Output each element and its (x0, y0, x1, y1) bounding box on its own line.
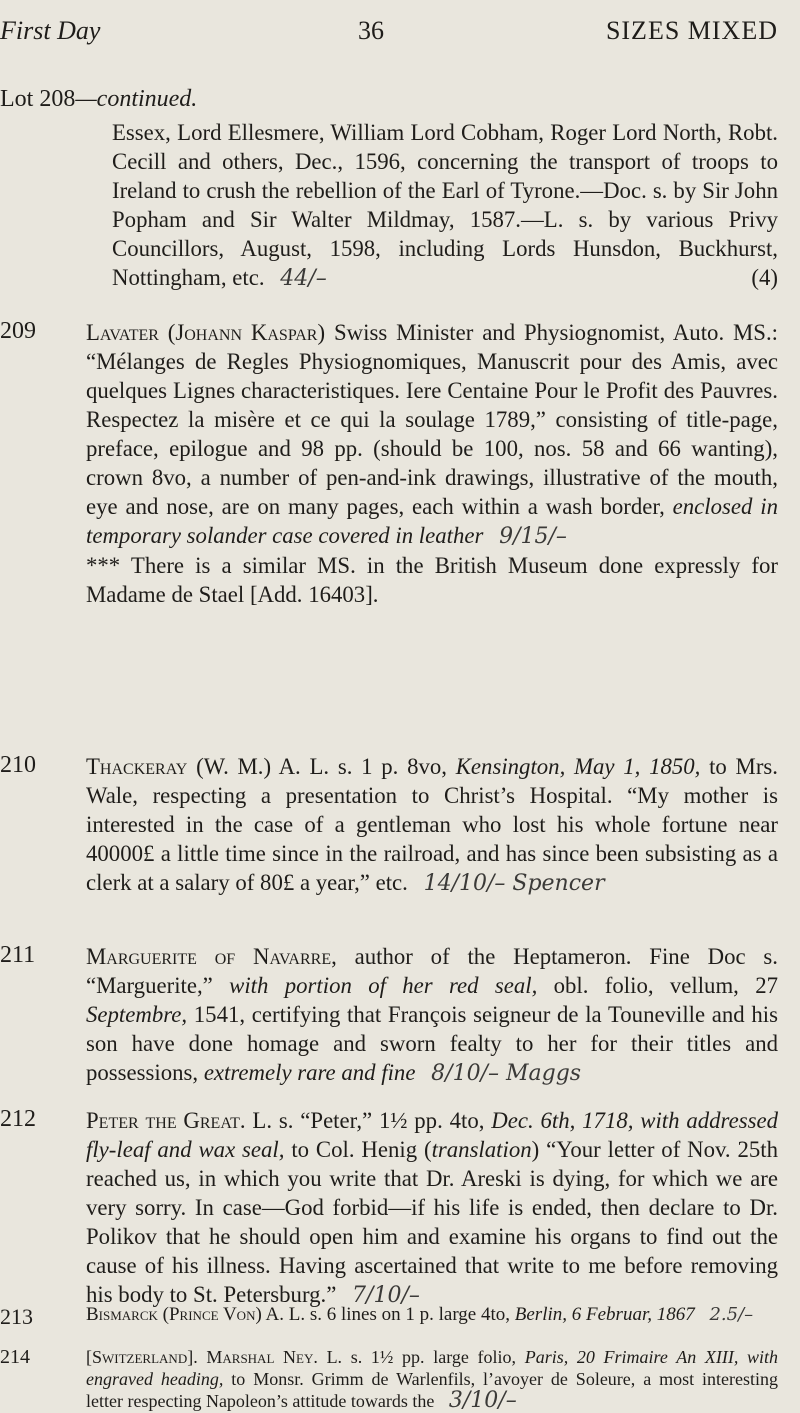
lot-210-description: A. L. s. 1 p. 8vo, (278, 754, 447, 779)
lot-211-description-3: 1541, certifying that François seigneur de la Touneville and his son have done homage and sworn fealty to her for their titles and possessions, (86, 1002, 778, 1085)
lot-210-italic: Kensington, May 1, 1850, (455, 754, 701, 779)
lot-211-entry (0, 942, 800, 1112)
header-day: First Day (0, 16, 101, 45)
lot-214-entry (0, 1346, 800, 1413)
lot-210-entry (0, 752, 800, 922)
lot-212-heading: Peter the Great. (86, 1108, 246, 1133)
lot-209-entry (0, 318, 800, 738)
lot-212-description-3: ) “Your letter of Nov. 25th reached us, in which you write that Dr. Areski is dying, for which we are very sorry. In case—God forbid—if his life is ended, then declare to Dr. Polikov that he should open him and examine his organs to find out the cause of his illness. Having ascertained that write to me before removing his body to St. Petersburg.” (86, 1137, 779, 1307)
lot-210-price: 14/10/– Spencer (423, 871, 605, 896)
lot-211-description: author of the Heptameron. Fine Doc s. “Marguerite,” (86, 944, 778, 998)
lot-number: 212 (0, 1106, 36, 1132)
lot-212-italic: Dec. 6th, 1718, with addressed fly-leaf and wax seal, (86, 1108, 778, 1162)
lot-212-entry (0, 1106, 800, 1308)
lot-209-description: Swiss Minister and Physiognomist, Auto. MS.: “Mélanges de Regles Physiognomiques, Manuscrit pour des Amis, avec quelques Lignes characteristiques. Iere Centaine Pour le Profit des Pauvres. Respectez la misère et ce qui la soulage 1789,” consisting of title-page, preface, epilogue and 98 pp. (should be 100, nos. 58 and 66 wanting), crown 8vo, a number of pen-and-ink drawings, illustrative of the mouth, eye and nose, are on many pages, each within a wash border, (86, 320, 779, 519)
lot-214-description: L. s. 1½ pp. large folio, (326, 1347, 517, 1367)
lot-214-description-2: to Monsr. Grimm de Warlenfils, l’avoyer de Soleure, a most interesting letter respecting Napoleon’s attitude towards the (86, 1369, 778, 1411)
page-header (0, 16, 800, 52)
lot-211-italic-3: extremely rare and fine (203, 1060, 416, 1085)
lot-210-description-2: to Mrs. Wale, respecting a presentation to Christ’s Hospital. “My mother is interested in the case of a gentleman who lost his whole fortune near 40000£ a little time since in the railroad, and has since been subsisting as a clerk at a salary of 80£ a year,” etc. (86, 754, 778, 895)
lot-211-description-2: obl. folio, vellum, 27 (553, 973, 779, 998)
lot-209-heading: Lavater (Johann Kaspar) (86, 320, 326, 345)
continued-label: —continued. (75, 86, 198, 112)
header-section: SIZES MIXED (605, 16, 778, 45)
lot-number: 211 (0, 942, 36, 968)
lot-214-price: 3/10/– (448, 1388, 517, 1413)
lot-210-heading: Thackeray (W. M.) (86, 754, 272, 779)
lot-212-italic-2: translation (431, 1137, 532, 1162)
lot-214-heading: [Switzerland]. (86, 1347, 198, 1367)
lot-number: 213 (0, 1304, 33, 1329)
lot-214-text (86, 1346, 778, 1412)
lot-212-description: L. s. “Peter,” 1½ pp. 4to, (252, 1108, 485, 1133)
lot-label: Lot 208 (0, 86, 76, 112)
lot-214-heading-2: Marshal Ney. (206, 1347, 318, 1367)
lot-208-entry (0, 118, 800, 308)
lot-number: 210 (0, 752, 36, 778)
lot-214-italic: Paris, 20 Frimaire An XIII, with engraved heading, (86, 1347, 779, 1389)
lot-213-entry (0, 1304, 800, 1338)
lot-number: 214 (0, 1346, 30, 1368)
lot-208-description: Essex, Lord Ellesmere, William Lord Cobham, Roger Lord North, Robt. Cecill and others, Dec., 1596, concerning the transport of troops to Ireland to crush the rebellion of the Earl of Tyrone.—Doc. s. by Sir John Popham and Sir Walter Mildmay, 1587.—L. s. by various Privy Councillors, August, 1598, including Lords Hunsdon, Buckhurst, Nottingham, etc. (112, 120, 778, 290)
lot-210-text (86, 752, 778, 898)
lot-208-text (112, 118, 778, 293)
lot-211-price: 8/10/– Maggs (431, 1061, 582, 1086)
lot-213-heading: Bismarck (Prince Von) (86, 1304, 262, 1325)
lot-213-price: 2.5/– (709, 1304, 754, 1325)
lot-209-italic: enclosed in temporary solander case covered in leather (86, 494, 778, 548)
lot-212-description-2: to Col. Henig ( (291, 1137, 432, 1162)
lot-209-price: 9/15/– (499, 524, 567, 549)
lot-213-description: A. L. s. 6 lines on 1 p. large 4to, (265, 1304, 511, 1325)
lot-continued-heading (0, 86, 197, 113)
lot-213-text (86, 1304, 778, 1326)
lot-211-text (86, 942, 778, 1088)
lot-212-text (86, 1106, 778, 1310)
lot-209-text (86, 318, 778, 609)
lot-211-heading: Marguerite of Navarre, (86, 944, 337, 969)
page-number: 36 (358, 16, 384, 45)
lot-213-italic: Berlin, 6 Februar, 1867 (514, 1304, 695, 1325)
lot-211-italic: with portion of her red seal, (229, 973, 538, 998)
lot-211-italic-2: Septembre, (86, 1002, 188, 1027)
lot-208-count: (4) (751, 265, 778, 290)
lot-208-price: 44/– (280, 266, 327, 291)
lot-212-price: 7/10/– (352, 1283, 420, 1308)
lot-209-note: *** There is a similar MS. in the British Museum done expressly for Madame de Stael [Add. 16403]. (86, 553, 778, 607)
lot-number: 209 (0, 318, 36, 344)
